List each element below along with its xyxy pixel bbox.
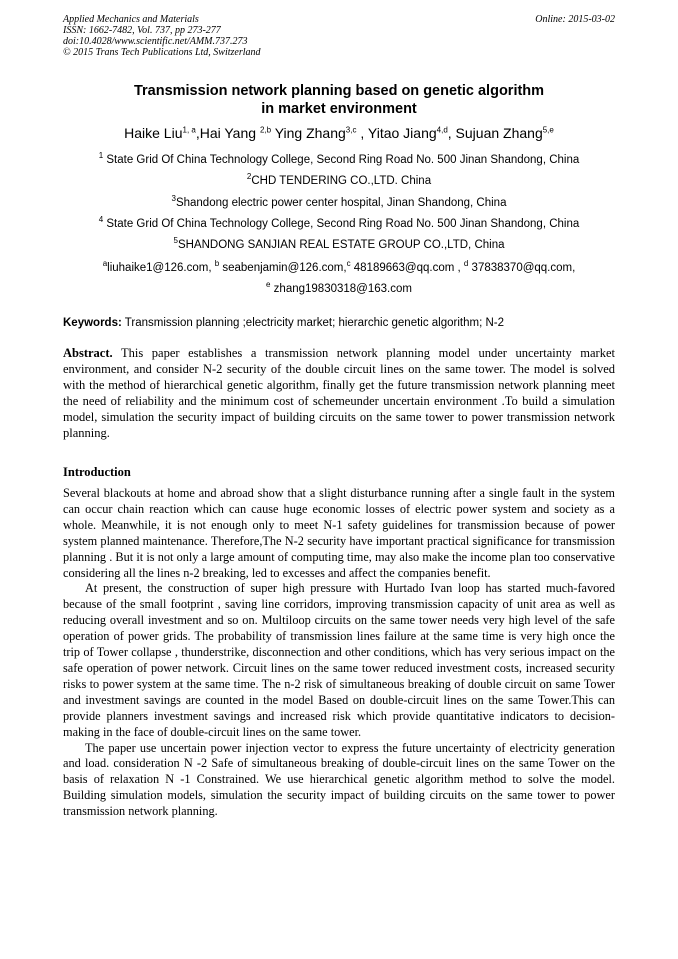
paper-title [40, 82, 638, 118]
affiliation-superscript: 3 [171, 193, 176, 203]
affiliation-item [20, 193, 658, 214]
affiliation-text: State Grid Of China Technology College, Second Ring Road No. 500 Jinan Shandong, China [103, 154, 580, 166]
email-address[interactable]: 37838370@qq.com, [468, 262, 576, 275]
author-superscript: 5,e [542, 125, 554, 135]
affiliation-item [20, 235, 658, 256]
title-line-2: in market environment [261, 101, 417, 117]
affiliation-text: CHD TENDERING CO.,LTD. China [251, 175, 432, 188]
affiliation-text: State Grid Of China Technology College, Second Ring Road No. 500 Jinan Shandong, China [103, 217, 580, 230]
affiliation-superscript: 1 [98, 151, 104, 161]
author-name: Yitao Jiang [367, 125, 437, 141]
copyright-line: © 2015 Trans Tech Publications Ltd, Switzerland [63, 47, 261, 58]
keywords-label: Keywords: [63, 317, 122, 329]
title-line-1: Transmission network planning based on genetic algorithm [133, 83, 545, 99]
author-name: Sujuan Zhang [455, 125, 543, 141]
author-list [20, 124, 658, 142]
author-superscript: 1, a [182, 125, 196, 135]
affiliation-item [20, 214, 658, 235]
email-address[interactable]: seabenjamin@126.com, [219, 262, 347, 275]
journal-header [63, 14, 615, 58]
email-line-2 [20, 279, 658, 300]
author-name: Ying Zhang [274, 125, 346, 141]
keywords [63, 316, 615, 330]
abstract [63, 346, 615, 441]
affiliation-text: SHANDONG SANJIAN REAL ESTATE GROUP CO.,LTD, China [177, 239, 505, 252]
journal-name: Applied Mechanics and Materials [63, 14, 199, 25]
affiliation-text: Shandong electric power center hospital, Jinan Shandong, China [175, 196, 507, 209]
affiliation-item [20, 171, 658, 192]
issn-line: ISSN: 1662-7482, Vol. 737, pp 273-277 [63, 25, 221, 36]
email-list [20, 258, 658, 300]
abstract-text: This paper establishes a transmission network planning model under uncertainty market environment, and consider N-2 security of the double circuit lines on the same tower. The model is solved with the method of hierarchical genetic algorithm, finally get the future transmission network planning meet the need of reliability and the minimum cost of schemeunder uncertain environment .To build a simulation model, simulation the security impact of building circuits on the same tower to power transmission network planning. [63, 346, 615, 440]
author-separator: , [447, 125, 456, 141]
doi-line: doi:10.4028/www.scientific.net/AMM.737.273 [63, 36, 248, 47]
author-name: Hai Yang [199, 125, 260, 141]
email-address[interactable]: 48189663@qq.com , [350, 262, 464, 275]
section-heading-introduction: Introduction [63, 465, 131, 479]
email-address[interactable]: zhang19830318@163.com [270, 283, 412, 296]
email-superscript: c [346, 259, 351, 269]
affiliation-superscript: 2 [246, 172, 252, 182]
email-superscript: e [266, 280, 271, 290]
email-superscript: d [463, 259, 469, 269]
author-separator: , [195, 125, 200, 141]
author-superscript: 2,b [259, 125, 272, 135]
paragraph: At present, the construction of super high pressure with Hurtado Ivan loop has started much-favored because of the small footprint , saving line corridors, improving transmission capacity of unit area as well as reducing overall investment and so on. Multiloop circuits on the same tower needs very high level of the safe operation of power grids. The probability of transmission lines failure at the same time is very high once the trip of Tower collapse , thunderstrike, disconnection and other conditions, which has very serious impact on the safe operation of power network. Circuit lines on the same tower reduced investment costs, increased security risks to power system at the same time. The n-2 risk of simultaneous breaking of double circuit on same Tower and investment savings are counted in the model Based on double-circuit lines on the same Tower.This can provide planners investment savings and increased risk which provide quantitative indicators to decision-making in the face of double-circuit lines on the same tower. [63, 581, 615, 739]
affiliation-superscript: 5 [173, 236, 178, 246]
author-name: Haike Liu [124, 125, 183, 141]
author-separator: , [356, 125, 368, 141]
author-superscript: 3,c [345, 125, 357, 135]
affiliation-superscript: 4 [98, 215, 104, 225]
email-superscript: b [214, 259, 220, 269]
keywords-text: Transmission planning ;electricity market; hierarchic genetic algorithm; N-2 [121, 317, 505, 329]
email-address[interactable]: liuhaike1@126.com, [107, 262, 215, 275]
author-superscript: 4,d [436, 125, 448, 135]
abstract-label: Abstract. [63, 346, 113, 360]
email-superscript: a [102, 259, 108, 269]
paragraph: Several blackouts at home and abroad show that a slight disturbance running after a single fault in the system can occur chain reaction which can cause huge economic losses of electric power system and society as a whole. Meanwhile, it is not enough only to meet N-1 safety guidelines for transmission because of power system planned maintenance. Therefore,The N-2 security have important practical significance for transmission planning . But it is not only a large amount of computing time, may also make the income plan too conservative considering all the lines n-2 breaking, led to excesses and affect the companies benefit. [63, 486, 615, 580]
affiliation-list [20, 150, 658, 300]
email-line-1 [20, 258, 658, 279]
online-date: Online: 2015-03-02 [535, 14, 615, 25]
introduction-body [63, 486, 615, 820]
affiliation-item [20, 150, 658, 171]
paragraph: The paper use uncertain power injection vector to express the future uncertainty of electricity generation and load. consideration N -2 Safe of simultaneous breaking of double-circuit lines on the same Tower on the basis of relaxation N -1 Constrained. We use hierarchical genetic algorithm method to solve the model. Building simulation models, simulation the security impact of building circuits on the same tower to power transmission network planning. [63, 740, 615, 819]
